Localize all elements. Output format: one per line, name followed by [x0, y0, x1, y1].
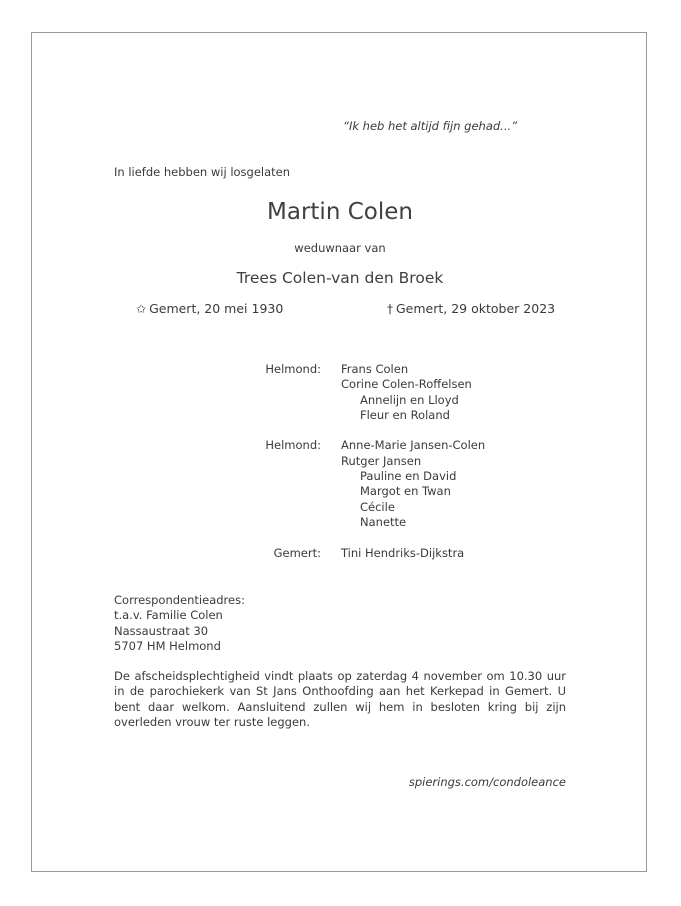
- family-member: Pauline en David: [360, 469, 457, 484]
- birth-info: [136, 301, 283, 316]
- ceremony-text: De afscheidsplechtigheid vindt plaats op zaterdag 4 november om 10.30 uur in de parochiekerk van St Jans Onthoofding aan het Kerkepad in Gemert. U bent daar welkom. Aansluitend zullen wij hem in besloten kring bij zijn overleden vrouw ter ruste leggen.: [114, 669, 566, 729]
- quote: “Ik heb het altijd fijn gehad...”: [343, 119, 518, 133]
- cross-icon: †: [387, 302, 393, 316]
- death-text: Gemert, 29 oktober 2023: [396, 301, 556, 316]
- address-line: Nassaustraat 30: [114, 623, 209, 638]
- address-heading: Correspondentieadres:: [114, 593, 245, 607]
- spouse-name: Trees Colen-van den Broek: [236, 269, 444, 287]
- family-names: [341, 546, 464, 561]
- family-member: Fleur en Roland: [360, 407, 450, 422]
- family-member: Cécile: [360, 499, 395, 514]
- address-line: 5707 HM Helmond: [114, 638, 221, 653]
- deceased-name: Martin Colen: [267, 199, 413, 225]
- death-notice-card: [31, 32, 647, 872]
- family-member: Frans Colen: [341, 362, 409, 376]
- star-icon: ✩: [136, 302, 147, 316]
- family-place: Helmond:: [265, 362, 321, 376]
- family-group: [32, 546, 648, 561]
- family-member: Tini Hendriks-Dijkstra: [341, 545, 465, 560]
- family-member: Anne-Marie Jansen-Colen: [341, 438, 486, 453]
- address-line: t.a.v. Familie Colen: [114, 608, 223, 623]
- family-group: [32, 362, 648, 423]
- intro-text: In liefde hebben wij losgelaten: [114, 165, 291, 179]
- family-names: [341, 438, 485, 530]
- family-group: [32, 438, 648, 530]
- family-member: Margot en Twan: [360, 484, 451, 499]
- widower-text: weduwnaar van: [294, 241, 386, 255]
- death-info: [387, 301, 555, 316]
- family-member: Nanette: [360, 514, 407, 529]
- family-list: [32, 362, 648, 576]
- birth-text: Gemert, 20 mei 1930: [149, 301, 284, 316]
- family-member: Rutger Jansen: [341, 453, 422, 468]
- condolence-website: spierings.com/condoleance: [408, 775, 566, 789]
- family-member: Annelijn en Lloyd: [360, 392, 459, 407]
- family-member: Corine Colen-Roffelsen: [341, 377, 472, 392]
- family-place: Gemert:: [273, 545, 321, 560]
- family-place: Helmond:: [265, 438, 321, 453]
- family-names: [341, 362, 472, 423]
- correspondence-address: [114, 593, 245, 654]
